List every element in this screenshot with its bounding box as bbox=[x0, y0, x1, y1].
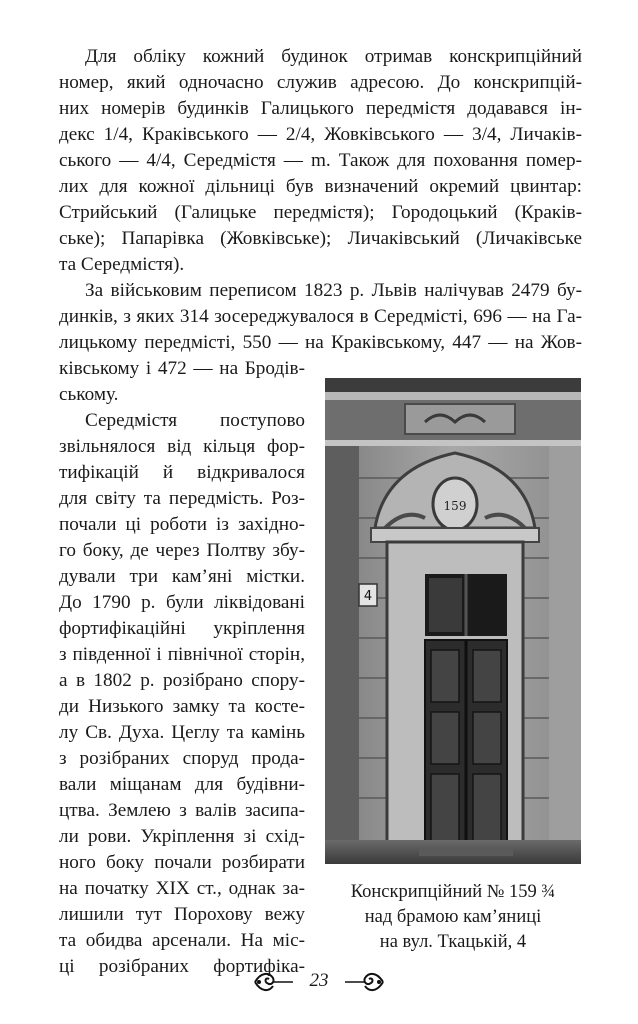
doorway-photo bbox=[325, 378, 581, 864]
text-line: фортифікаційні укріплення bbox=[59, 618, 305, 639]
text-line: Для обліку кожний будинок отримав конскрипційний bbox=[85, 46, 582, 67]
text-line: ди Низького замку та костe- bbox=[59, 696, 305, 717]
text-line: та Середмістя). bbox=[59, 254, 185, 275]
text-line: почали ці роботи із західно- bbox=[59, 514, 305, 535]
text-line: динків, з яких 314 зосереджувалося в Середмісті, 696 — на Га- bbox=[59, 306, 582, 327]
fleuron-left-icon bbox=[253, 970, 295, 994]
text-line: тифікацій й відкривалося bbox=[59, 462, 305, 483]
text-line: ли рови. Укріплення зі схід- bbox=[59, 826, 305, 847]
doorway-illustration bbox=[325, 378, 581, 864]
text-line: До 1790 р. були ліквідовані bbox=[59, 592, 305, 613]
text-line: ське); Папарівка (Жовківське); Личаківський (Личаківське bbox=[59, 228, 582, 249]
text-line: ного боку почали розбирати bbox=[59, 852, 305, 873]
page-footer bbox=[0, 964, 638, 1004]
fleuron-right-icon bbox=[343, 970, 385, 994]
text-line: ському. bbox=[59, 384, 119, 405]
page-number: 23 bbox=[309, 970, 329, 991]
text-line: го боку, де через Полтву збу- bbox=[59, 540, 305, 561]
caption-line: Конскрипційний № 159 ¾ bbox=[350, 882, 556, 902]
text-line: на початку XIX ст., однак за- bbox=[59, 878, 305, 899]
text-line: номер, який одночасно служив адресою. До конскрипцій- bbox=[59, 72, 582, 93]
text-line: ського — 4/4, Середмістя — m. Також для поховання помер- bbox=[59, 150, 582, 171]
text-line: ці розібраних фортифіка- bbox=[59, 956, 305, 977]
text-line: дували три кам’яні містки. bbox=[59, 566, 305, 587]
text-line: лицькому передмісті, 550 — на Краківському, 447 — на Жов- bbox=[59, 332, 582, 353]
text-line: Середмістя поступово bbox=[85, 410, 305, 431]
caption-line: над брамою кам’яниці bbox=[364, 907, 542, 927]
text-line: вали міщанам для будівни- bbox=[59, 774, 305, 795]
house-number: 4 bbox=[363, 589, 373, 604]
text-line: для світу та передмість. Роз- bbox=[59, 488, 305, 509]
text-line: лу Св. Духа. Цеглу та камінь bbox=[59, 722, 305, 743]
text-line: з південної і північної сторін, bbox=[59, 644, 305, 665]
text-line: а в 1802 р. розібрано спору- bbox=[59, 670, 305, 691]
text-line: ківському і 472 — на Бродів- bbox=[59, 358, 305, 379]
text-line: з розібраних споруд прода- bbox=[59, 748, 305, 769]
text-line: Стрийський (Галицьке передмістя); Городоцький (Кракiв- bbox=[59, 202, 582, 223]
text-line: За військовим переписом 1823 р. Львів налічував 2479 бу- bbox=[85, 280, 582, 301]
text-line: цтва. Землею з валів засипа- bbox=[59, 800, 305, 821]
text-line: звільнялося від кільця фор- bbox=[59, 436, 305, 457]
text-line: них номерів будинків Галицького передмістя додавався ін- bbox=[59, 98, 582, 119]
text-line: лишили тут Порохову вежу bbox=[59, 904, 305, 925]
text-line: лих для кожної дільниці був визначений окремий цвинтар: bbox=[59, 176, 582, 197]
text-line: та обидва арсенали. На міс- bbox=[59, 930, 305, 951]
text-line: декс 1/4, Краківського — 2/4, Жовківського — 3/4, Личаків- bbox=[59, 124, 582, 145]
cartouche-number: 159 bbox=[443, 499, 467, 513]
caption-line: на вул. Ткацькій, 4 bbox=[379, 932, 527, 952]
